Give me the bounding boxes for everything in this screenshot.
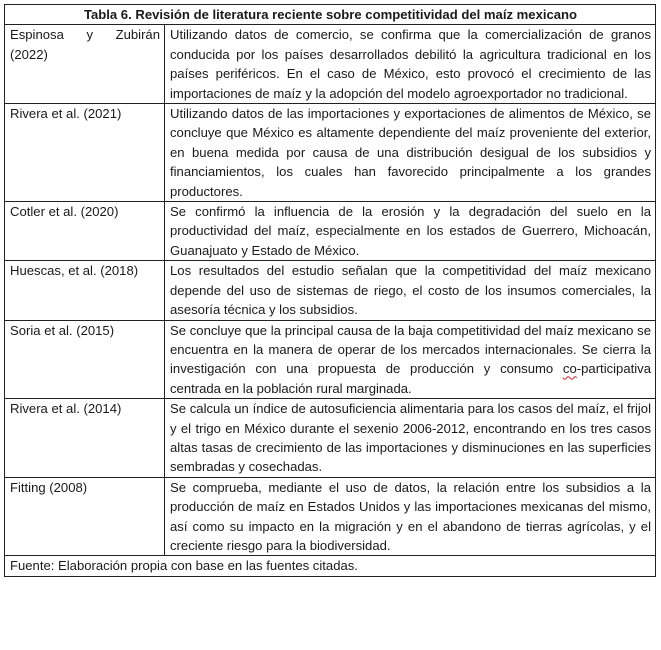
author-cell: Fitting (2008) bbox=[5, 477, 165, 556]
summary-cell bbox=[165, 320, 656, 399]
summary-cell: Utilizando datos de las importaciones y exportaciones de alimentos de México, se concluye que México es altamente dependiente del maíz proveniente del exterior, en buena medida por causa de una distribución desigual de los subsidios y financiamientos, los cuales han favorecido principalmente a los grandes productores. bbox=[165, 104, 656, 202]
author-cell: Rivera et al. (2014) bbox=[5, 399, 165, 478]
author-cell: Rivera et al. (2021) bbox=[5, 104, 165, 202]
summary-cell: Se confirmó la influencia de la erosión y la degradación del suelo en la productividad del maíz, especialmente en los estados de Guerrero, Michoacán, Guanajuato y Estado de México. bbox=[165, 202, 656, 261]
table-row bbox=[5, 202, 656, 261]
author-cell: Cotler et al. (2020) bbox=[5, 202, 165, 261]
spellcheck-flagged-word: co bbox=[562, 361, 577, 377]
author-cell: Espinosa y Zubirán (2022) bbox=[5, 25, 165, 104]
summary-text-part: Se concluye que la principal causa de la baja competitividad del maíz mexicano se encuentra en la manera de operar de los mercados internacionales. Se cierra la investigación con una propuesta de producción y consumo bbox=[170, 322, 651, 377]
table-title: Tabla 6. Revisión de literatura reciente sobre competitividad del maíz mexicano bbox=[5, 5, 656, 25]
summary-cell: Los resultados del estudio señalan que la competitividad del maíz mexicano depende del uso de sistemas de riego, el costo de los insumos comerciales, la asesoría técnica y los subsidios. bbox=[165, 261, 656, 320]
table-row bbox=[5, 399, 656, 478]
table-title-row bbox=[5, 5, 656, 25]
table-row bbox=[5, 25, 656, 104]
table-source-note: Fuente: Elaboración propia con base en las fuentes citadas. bbox=[5, 556, 656, 576]
table-row bbox=[5, 477, 656, 556]
summary-cell: Se calcula un índice de autosuficiencia alimentaria para los casos del maíz, el frijol y el trigo en México durante el sexenio 2006-2012, encontrando en los tres casos altas tasas de crecimiento de las importaciones y disminuciones en las superficies sembradas y cosechadas. bbox=[165, 399, 656, 478]
summary-cell: Utilizando datos de comercio, se confirma que la comercialización de granos conducida por los países desarrollados debilitó la agricultura tradicional en los países periféricos. En el caso de México, esto provocó el crecimiento de las importaciones de maíz y la adopción del modelo agroexportador no tradicional. bbox=[165, 25, 656, 104]
author-cell: Soria et al. (2015) bbox=[5, 320, 165, 399]
table-row bbox=[5, 261, 656, 320]
literature-review-table bbox=[4, 4, 656, 577]
table-row bbox=[5, 104, 656, 202]
summary-cell: Se comprueba, mediante el uso de datos, la relación entre los subsidios a la producción de maíz en Estados Unidos y las importaciones mexicanas del mismo, así como su impacto en la migración y en el abandono de tierras agrícolas, y el creciente riesgo para la biodiversidad. bbox=[165, 477, 656, 556]
author-cell: Huescas, et al. (2018) bbox=[5, 261, 165, 320]
summary-text-part: -participativa centrada en la población rural marginada. bbox=[170, 361, 651, 396]
table-source-row bbox=[5, 556, 656, 576]
table-row bbox=[5, 320, 656, 399]
